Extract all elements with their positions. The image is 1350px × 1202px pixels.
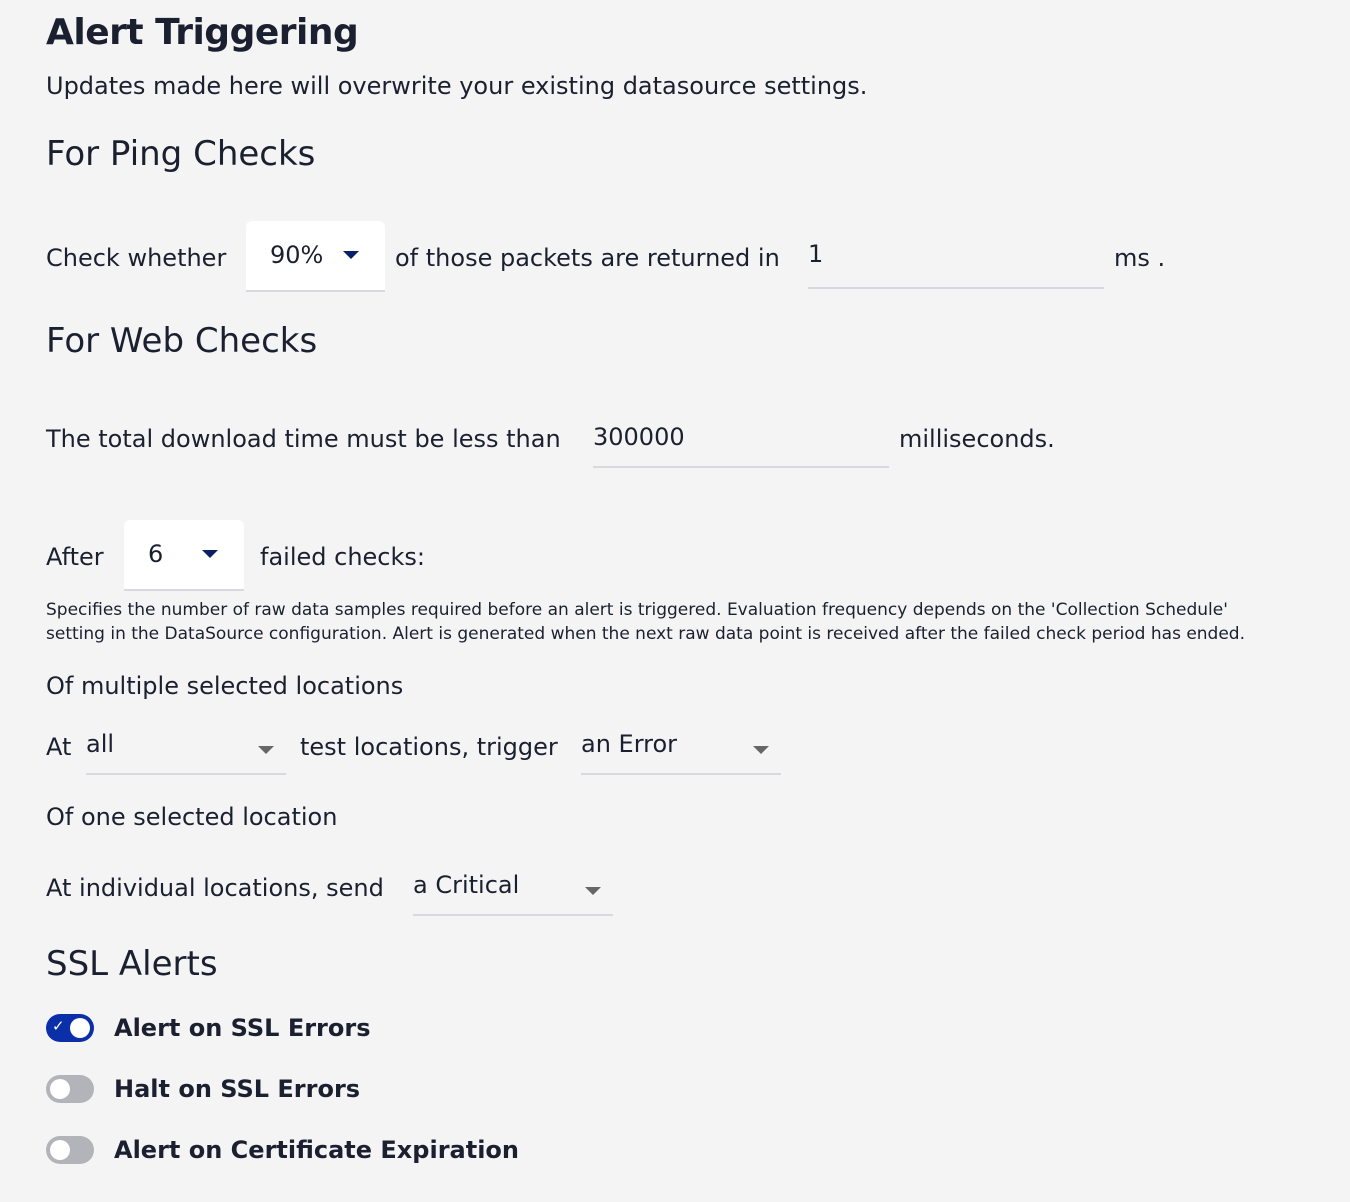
- toggle-knob: [70, 1018, 90, 1038]
- trigger-label: test locations, trigger: [300, 733, 558, 761]
- toggle-knob: [50, 1140, 70, 1160]
- page-subtitle: Updates made here will overwrite your existing datasource settings.: [46, 72, 868, 100]
- failed-checks-select[interactable]: [124, 520, 244, 591]
- download-time-input[interactable]: [593, 423, 889, 468]
- halt-ssl-errors-toggle[interactable]: [46, 1075, 94, 1103]
- alert-ssl-errors-label: Alert on SSL Errors: [114, 1014, 371, 1042]
- single-location-heading: Of one selected location: [46, 803, 338, 831]
- packet-percent-value: 90%: [270, 241, 324, 269]
- ms-input-value: 1: [808, 240, 824, 268]
- failed-label: failed checks:: [260, 543, 425, 571]
- failed-checks-value: 6: [148, 540, 164, 568]
- individual-label: At individual locations, send: [46, 874, 384, 902]
- check-icon: ✓: [52, 1017, 65, 1035]
- chevron-down-icon: [202, 550, 218, 558]
- trigger-severity-value: an Error: [581, 730, 678, 758]
- ping-label-middle: of those packets are returned in: [395, 244, 780, 272]
- ms-input[interactable]: [808, 240, 1104, 289]
- ping-label-after: ms .: [1114, 244, 1166, 272]
- trigger-severity-select[interactable]: [581, 730, 781, 775]
- after-label: After: [46, 543, 104, 571]
- individual-severity-select[interactable]: [413, 871, 613, 916]
- locations-value: all: [86, 730, 115, 758]
- individual-severity-value: a Critical: [413, 871, 520, 899]
- chevron-down-icon: [753, 746, 769, 754]
- chevron-down-icon: [258, 746, 274, 754]
- toggle-knob: [50, 1079, 70, 1099]
- page-title: Alert Triggering: [46, 12, 359, 53]
- chevron-down-icon: [343, 251, 359, 259]
- download-unit: milliseconds.: [899, 425, 1055, 453]
- halt-ssl-errors-label: Halt on SSL Errors: [114, 1075, 361, 1103]
- locations-select[interactable]: [86, 730, 286, 775]
- chevron-down-icon: [585, 887, 601, 895]
- cert-expiration-label: Alert on Certificate Expiration: [114, 1136, 519, 1164]
- packet-percent-select[interactable]: [246, 221, 385, 292]
- ssl-heading: SSL Alerts: [46, 944, 218, 984]
- alert-ssl-errors-toggle[interactable]: [46, 1014, 94, 1042]
- download-label: The total download time must be less than: [46, 425, 561, 453]
- ping-heading: For Ping Checks: [46, 134, 316, 174]
- help-text-line-1: Specifies the number of raw data samples required before an alert is triggered. Evaluation frequency depends on the 'Collection Schedule': [46, 600, 1228, 620]
- download-time-value: 300000: [593, 423, 685, 451]
- help-text-line-2: setting in the DataSource configuration. Alert is generated when the next raw data point is received after the failed check period has ended.: [46, 624, 1246, 644]
- ping-label-before: Check whether: [46, 244, 227, 272]
- web-heading: For Web Checks: [46, 321, 318, 361]
- at-label: At: [46, 733, 72, 761]
- multi-locations-heading: Of multiple selected locations: [46, 672, 404, 700]
- cert-expiration-toggle[interactable]: [46, 1136, 94, 1164]
